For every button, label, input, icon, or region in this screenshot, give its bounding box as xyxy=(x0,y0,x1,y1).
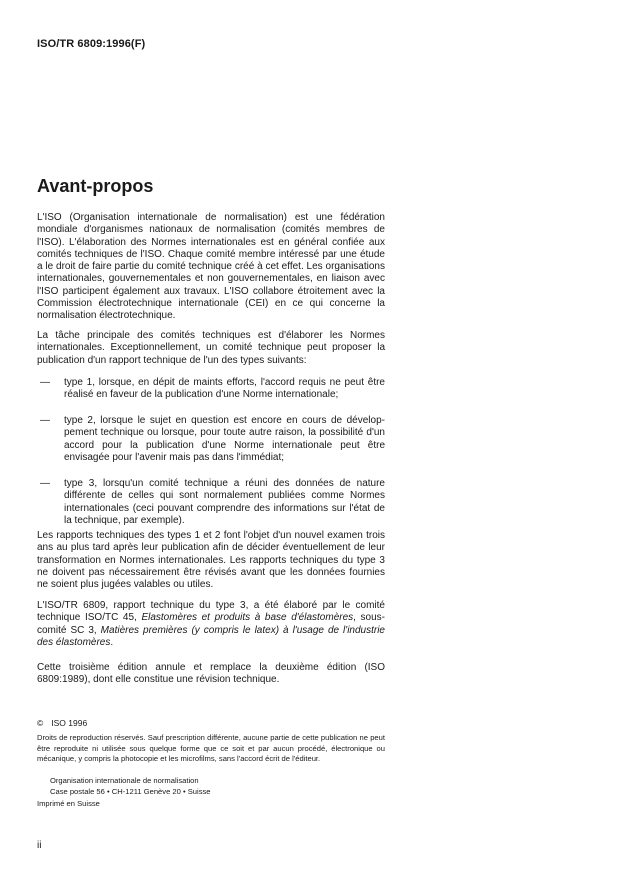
copyright-rights: Droits de reproduction réservés. Sauf prescription différente, aucune partie de cette publication ne peut être reproduite ni utilisée sous quelque forme que ce soit et par aucun procédé, électronique ou mécanique, y compris la photocopie et les microfilms, sans l'accord écrit de l'éditeur. xyxy=(37,733,385,764)
paragraph-review: Les rapports techniques des types 1 et 2 font l'objet d'un nouvel examen trois ans au plus tard après leur publication afin de décider éventuellement de leur transformation en Normes internationales. Les rapports techniques du type 3 ne doivent pas nécessairement être révisés avant que les données fournies ne soient plus jugées valables ou utiles. xyxy=(37,530,385,591)
list-dash: — xyxy=(40,478,50,489)
list-item-type-2 xyxy=(37,415,385,464)
tr-committee-title: Elastomères et produits à base d'élastomères xyxy=(141,612,354,624)
list-dash: — xyxy=(40,377,50,388)
paragraph-edition: Cette troisième édition annule et remplace la deuxième édition (ISO 6809:1989), dont elle constitue une révision technique. xyxy=(37,662,385,686)
list-item-type-1 xyxy=(37,377,385,402)
list-item-type-3 xyxy=(37,478,385,527)
copyright-holder: ISO 1996 xyxy=(51,718,88,728)
tr-suffix: . xyxy=(110,636,114,648)
list-item-text: type 3, lorsqu'un comité technique a réuni des données de nature différente de celles qui sont normalement publiées comme Normes internationales (ceci pouvant comprendre des informations sur l'état de la technique, par exemple). xyxy=(64,478,385,526)
tr-prefix: L'ISO/TR 6809, rapport technique du type 3, a été élaboré par le comité technique ISO/TC 45, xyxy=(37,600,385,624)
tr-middle: , sous-comité SC 3, xyxy=(37,612,385,636)
copyright-symbol: © xyxy=(37,718,44,728)
paragraph-iso-tr xyxy=(37,600,385,649)
list-item-text: type 2, lorsque le sujet en question est encore en cours de développement technique ou lorsque, pour toute autre raison, la possibilité d'un accord pour la publication d'une Norme internationale peut être envisagée pour l'avenir mais pas dans l'immédiat; xyxy=(64,415,385,463)
copyright-line xyxy=(37,718,87,728)
paragraph-iso-intro: L'ISO (Organisation internationale de normalisation) est une fédération mondiale d'organismes nationaux de normalisation (comités membres de l'ISO). L'élaboration des Normes internationales est en général confiée aux comités techniques de l'ISO. Chaque comité membre intéressé par une étude a le droit de faire partie du comité technique créé à cet effet. Les organisations internationales, gouvernementales et non gouvernementales, en liaison avec l'ISO participent également aux travaux. L'ISO collabore étroitement avec la Commission électrotechnique internationale (CEI) en ce qui concerne la normalisation électrotechnique. xyxy=(37,212,385,322)
page-title: Avant-propos xyxy=(37,176,154,196)
paragraph-tasks: La tâche principale des comités techniques est d'élaborer les Normes internationales. Exceptionnellement, un comité technique peut proposer la publication d'un rapport technique de l'un des types suivants: xyxy=(37,330,385,366)
printed-in: Imprimé en Suisse xyxy=(37,799,100,808)
document-id: ISO/TR 6809:1996(F) xyxy=(37,38,146,50)
list-item-text: type 1, lorsque, en dépit de maints efforts, l'accord requis ne peut être réalisé en faveur de la publication d'une Norme internationale; xyxy=(64,377,385,401)
publisher-org: Organisation internationale de normalisation xyxy=(50,776,199,785)
tr-subcommittee-title: Matières premières (y compris le latex) à l'usage de l'industrie des élastomères xyxy=(37,624,385,648)
list-dash: — xyxy=(40,415,50,426)
publisher-address: Case postale 56 • CH-1211 Genève 20 • Suisse xyxy=(50,787,211,796)
page-number: ii xyxy=(37,840,42,851)
